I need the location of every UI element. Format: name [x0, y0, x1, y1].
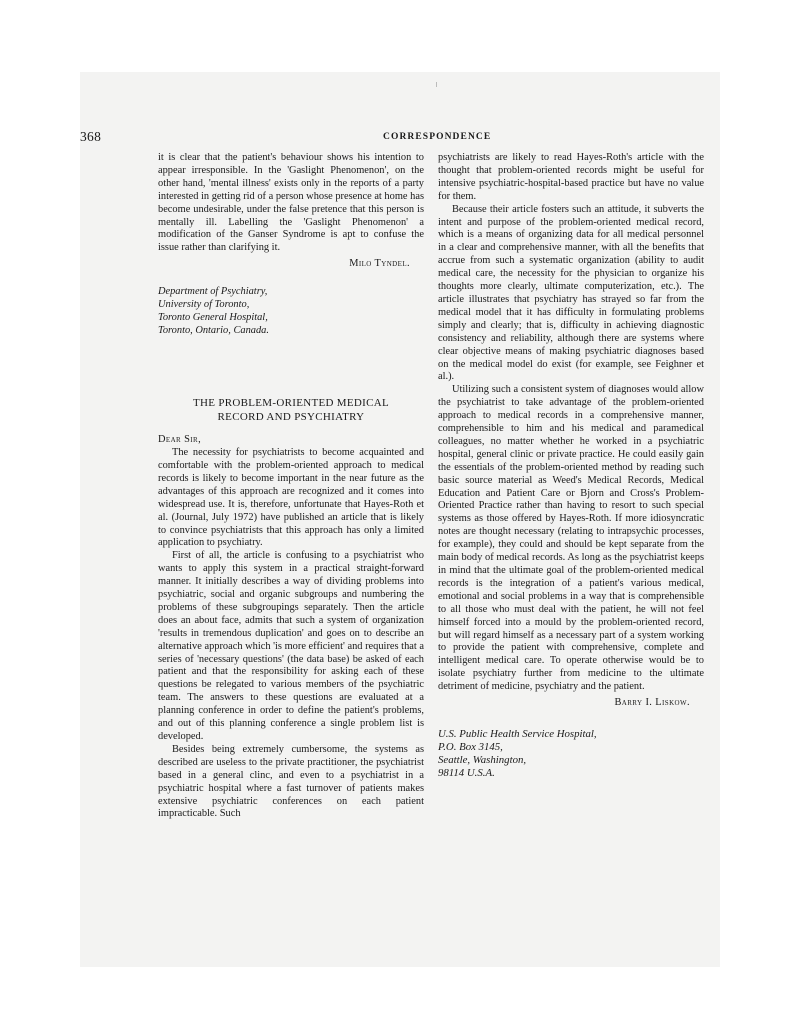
continuation-paragraph: it is clear that the patient's behaviour shows his intention to appear irresponsible. In the 'Gaslight Phenomenon', on the other hand, 'mental illness' exists only in the reports of a party interested in getting rid of a person whose presence at home has become undesirable, under the false pretence that this person is mentally ill. Labelling the 'Gaslight Phenomenon' a modification of the Ganser Syndrome is apt to confuse the issue rather than clarifying it.	[158, 152, 424, 254]
address-toronto	[158, 285, 424, 337]
address-line: Department of Psychiatry,	[158, 286, 268, 298]
address-line: U.S. Public Health Service Hospital,	[438, 727, 597, 740]
address-line: P.O. Box 3145,	[438, 740, 503, 753]
address-line: University of Toronto,	[158, 299, 250, 311]
title-line: THE PROBLEM-ORIENTED MEDICAL	[193, 397, 389, 410]
page-number: 368	[80, 129, 102, 144]
address-line: 98114 U.S.A.	[438, 766, 495, 779]
body-paragraph: The necessity for psychiatrists to become acquainted and comfortable with the problem-oriented approach to medical records is likely to become important in the near future as the advantages of this approach are recognized and it comes into widespread use. It is, therefore, unfortunate that Hayes-Roth et al. (Journal, July 1972) have published an article that is likely to convince psychiatrists that this approach has only a limited application to psychiatry.	[158, 447, 424, 549]
address-seattle	[438, 728, 704, 780]
address-line: Toronto General Hospital,	[158, 312, 268, 324]
body-paragraph: Besides being extremely cumbersome, the systems as described are useless to the private practitioner, the psychiatrist based in a general clinc, and even to a psychiatrist in a psychiatric hospital where a fast turnover of patients makes extensive psychiatric conferences on each patient impracticable. Such	[158, 743, 424, 820]
article-title	[158, 397, 424, 424]
body-paragraph: Because their article fosters such an attitude, it subverts the intent and purpose of the problem-oriented medical record, which is a means of organizing data for all medical personnel in a clear and comprehensive manner, with all the benefits that accrue from such a systematic organization (ability to audit medical care, the necessity for the physician to organize his thoughts more clearly, ultimate computerization, etc.). The article illustrates that psychiatry has strayed so far from the medical model that it has difficulty in formulating problems simply and clearly; that is, difficulty in achieving diagnostic consistency and reliability, although there are systems where clear objective means of making psychiatric diagnoses based on the medical model do exist (for example, see Feighner et al.).	[438, 203, 704, 383]
address-line: Seattle, Washington,	[438, 753, 527, 766]
signature-liskow: Barry I. Liskow.	[614, 697, 690, 709]
signature-tyndel: Milo Tyndel.	[349, 258, 410, 270]
scan-mark	[436, 82, 437, 87]
left-column	[158, 152, 424, 821]
body-paragraph: First of all, the article is confusing to a psychiatrist who wants to apply this system in a practical straight-forward manner. It initially describes a way of dividing problems into psychiatric, social and organic subgroups and numbering the problems of these subgroupings separately. Then the article does an about face, admits that such a system of organization 'results in tremendous duplication' and goes on to describe an alternative approach which 'is more efficient' and requires that a series of 'necessary questions' (the data base) be asked of each patient and that the responsibility for asking each of these questions be relegated to various members of the psychiatric team. The answers to these questions are evaluated at a planning conference in order to define the patient's problems, and out of this planning conference a single problem list is developed.	[158, 550, 424, 742]
body-paragraph: psychiatrists are likely to read Hayes-Roth's article with the thought that problem-oriented records might be useful for intensive psychiatric-hospital-based practice but have no value for them.	[438, 152, 704, 202]
right-column	[438, 152, 704, 780]
body-paragraph: Utilizing such a consistent system of diagnoses would allow the psychiatrist to take advantage of the problem-oriented approach to medical records in a comprehensive manner, comprehensible to him and his medical and paramedical colleagues, no matter whether he worked in a psychiatric hospital, general clinic or private practice. He could easily gain the essentials of the problem-oriented method by reading such basic source material as Weed's Medical Records, Medical Education and Patient Care or Bjorn and Cross's Problem-Oriented Practice rather than having to resort to such special systems as those offered by Hayes-Roth. If more idiosyncratic notes are thought necessary (relating to intrapsychic processes, for example), they could and should be kept separate from the main body of medical records. As long as the psychiatrist keeps in mind that the ultimate goal of the problem-oriented medical records is the integration of a patient's various medical, emotional and social problems in a way that is comprehensible to all those who must deal with the patient, he will not feel himself forced into a mould by the problem-oriented record, but will regard himself as a necessary part of a system working to provide the patient with comprehensive, complete and intelligent medical care. To operate otherwise would be to isolate psychiatry further from medicine to the ultimate detriment of medicine, psychiatry and the patient.	[438, 384, 704, 693]
running-title: CORRESPONDENCE	[383, 132, 492, 142]
address-line: Toronto, Ontario, Canada.	[158, 325, 269, 337]
title-line: RECORD AND PSYCHIATRY	[217, 410, 365, 423]
salutation: Dear Sir,	[158, 434, 202, 446]
